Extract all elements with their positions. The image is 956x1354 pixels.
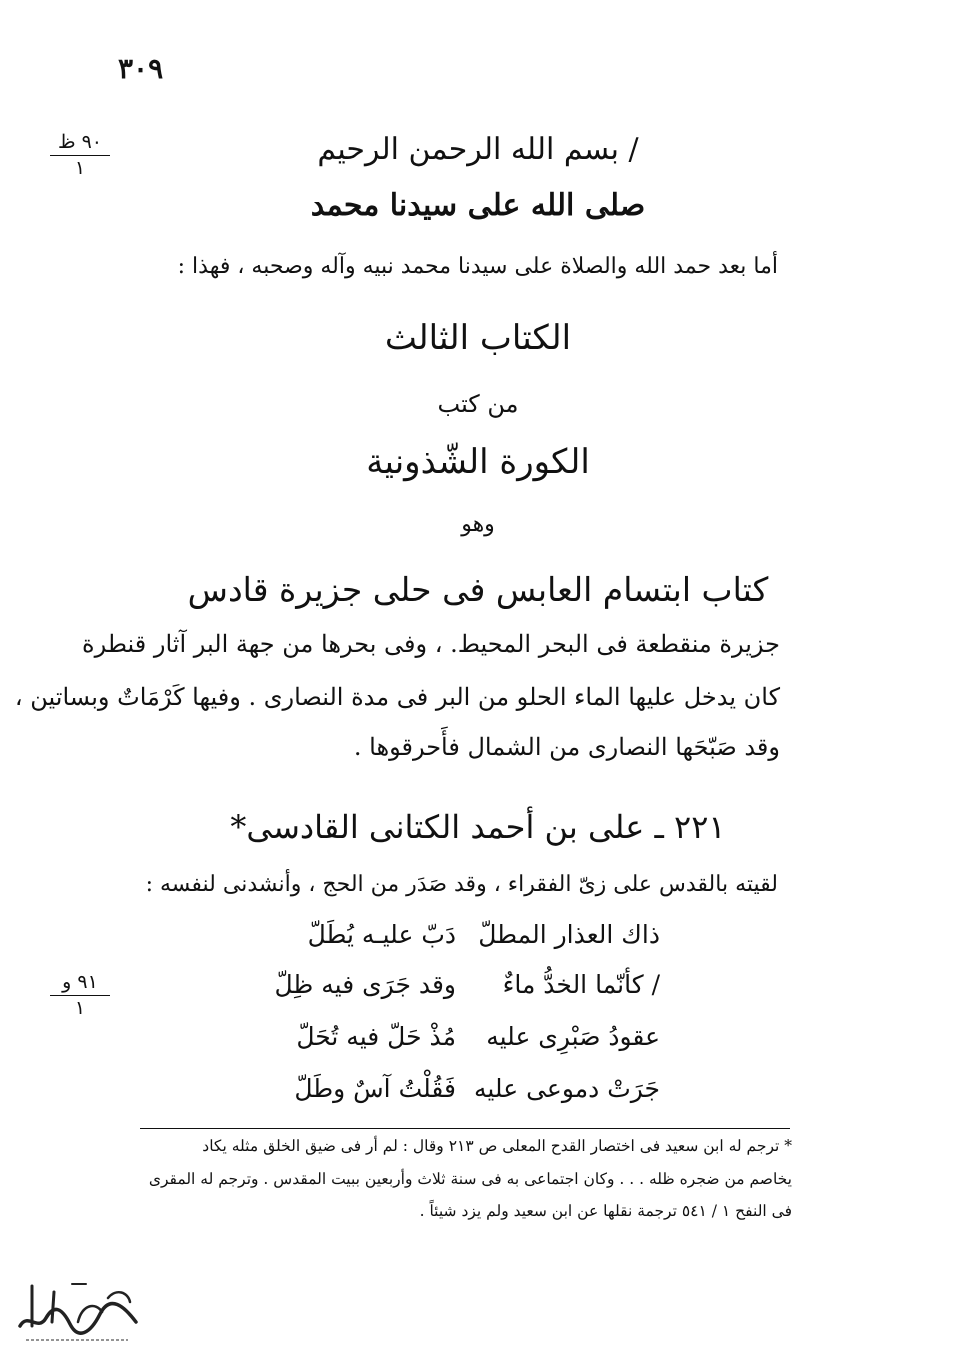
verse-first-hemistich: / كأنّما الخدُّ ماءٌ: [502, 970, 660, 999]
verse-first-hemistich: ذاك العذار المطلّ: [478, 920, 660, 949]
book-title: كتاب ابتسام العابس فى حلى جزيرة قادس: [187, 570, 769, 609]
entry-heading: ٢٢١ ـ على بن أحمد الكتانى القادسى*: [230, 808, 726, 846]
footnote-divider: [140, 1128, 790, 1129]
footnote-line: * ترجم له ابن سعيد فى اختصار القدح المعلى ص ٢١٣ وقال : لم أر فى ضيق الخلق مثله يكاد: [202, 1137, 792, 1155]
margin-folio-ref: [50, 972, 110, 1019]
from-books-line: من كتب: [437, 390, 519, 418]
salawat-line: صلى الله على سيدنا محمد: [310, 188, 646, 223]
margin-folio-bottom: ١: [74, 996, 86, 1019]
footnote-line: يخاصم من ضجره ظله . . . وكان اجتماعى به فى سنة ثلاث وأربعين ببيت المقدس . وترجم له المقرى: [148, 1170, 792, 1188]
description-line: وقد صَبّحَها النصارى من الشمال فأَحرقوها .: [353, 733, 780, 761]
calligraphy-logo-icon: [12, 1268, 144, 1350]
entry-intro: لقيته بالقدس على زىّ الفقراء ، وقد صَدَر من الحج ، وأنشدنى لنفسه :: [145, 872, 778, 897]
verse-first-hemistich: عقودُ صَبْرِى عليه: [486, 1022, 660, 1051]
intro-line: أما بعد حمد الله والصلاة على سيدنا محمد نبيه وآله وصحبه ، فهذا :: [177, 254, 778, 279]
verse-second-hemistich: وقد جَرَى فيه ظِلّ: [274, 970, 456, 999]
footnote-line: فى النفح ١ / ٥٤١ ترجمة نقلها عن ابن سعيد ولم يزد شيئاً .: [419, 1202, 792, 1220]
verse-first-hemistich: جَرَتْ دموعى عليه: [473, 1074, 660, 1103]
region-title: الكورة الشّذونية: [366, 442, 590, 482]
margin-folio-top: ٩١ و: [50, 972, 110, 996]
description-line: كان يدخل عليها الماء الحلو من البر فى مدة النصارى . وفيها كَرْمَاتٌ وبساتين ،: [14, 683, 780, 711]
verse-second-hemistich: فَقُلْتُ آسٌ وطَلّ: [294, 1074, 456, 1103]
description-line: جزيرة منقطعة فى البحر المحيط. ، وفى بحرها من جهة البر آثار قنطرة: [82, 630, 780, 658]
verse-second-hemistich: مُذْ حَلّ فيه تُحَلّ: [296, 1022, 456, 1051]
margin-folio-bottom: ١: [74, 156, 86, 179]
margin-folio-top: ٩٠ ظ: [50, 132, 110, 156]
connector-word: وهو: [461, 512, 495, 537]
page-number: ٣٠٩: [118, 52, 164, 85]
verse-second-hemistich: دَبّ عليـه يُطَلّ: [307, 920, 456, 949]
book-heading: الكتاب الثالث: [384, 318, 572, 358]
basmala: / بسم الله الرحمن الرحيم: [317, 132, 639, 167]
